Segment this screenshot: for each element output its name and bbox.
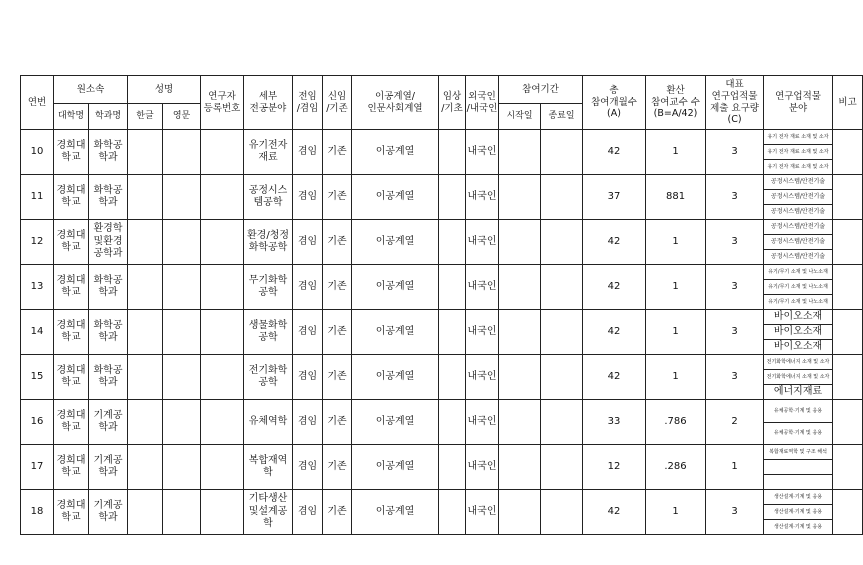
row-major: 생물화학 공학 xyxy=(244,310,293,355)
row-researcher-id xyxy=(201,490,244,535)
row-field: 이공계열 xyxy=(352,490,439,535)
row-fulltime: 겸임 xyxy=(293,130,323,175)
row-korean-name xyxy=(128,175,163,220)
row-end-date xyxy=(541,265,583,310)
col-clinical: 임상 /기초 xyxy=(439,76,466,130)
table-row xyxy=(21,490,863,535)
row-english-name xyxy=(163,220,201,265)
row-total-months: 42 xyxy=(583,130,646,175)
row-no: 13 xyxy=(21,265,54,310)
row-field: 이공계열 xyxy=(352,265,439,310)
row-achievement-field xyxy=(764,355,833,400)
row-clinical xyxy=(439,220,466,265)
col-researcher-id: 연구자 등록번호 xyxy=(201,76,244,130)
table-row xyxy=(21,445,863,490)
row-note xyxy=(833,130,863,175)
col-university: 대학명 xyxy=(54,104,89,130)
table-row xyxy=(21,400,863,445)
col-name: 성명 xyxy=(128,76,201,104)
col-end-date: 종료일 xyxy=(541,104,583,130)
achievement-field-item: 생산설계·기계 및 응용 xyxy=(764,490,832,505)
row-start-date xyxy=(499,400,541,445)
achievement-field-item xyxy=(764,475,832,489)
row-no: 18 xyxy=(21,490,54,535)
row-field: 이공계열 xyxy=(352,175,439,220)
col-major: 세부 전공분야 xyxy=(244,76,293,130)
row-converted: 1 xyxy=(646,355,706,400)
row-university: 경희대 학교 xyxy=(54,400,89,445)
achievement-field-item: 공정시스템/안전기술 xyxy=(770,253,826,261)
achievement-field-item: 생산설계·기계 및 응용 xyxy=(764,505,832,520)
row-newold: 기존 xyxy=(323,355,352,400)
row-university: 경희대 학교 xyxy=(54,265,89,310)
row-english-name xyxy=(163,490,201,535)
row-end-date xyxy=(541,490,583,535)
achievement-field-item: 에너지재료 xyxy=(773,385,823,397)
achievement-field-item: 공정시스템/안전기술 xyxy=(764,220,832,235)
achievement-field-item: 복합재료역학 및 구조 해석 xyxy=(764,445,832,460)
row-start-date xyxy=(499,490,541,535)
row-field: 이공계열 xyxy=(352,445,439,490)
row-note xyxy=(833,400,863,445)
row-achievement-field xyxy=(764,130,833,175)
row-korean-name xyxy=(128,265,163,310)
row-university: 경희대 학교 xyxy=(54,445,89,490)
col-english-name: 영문 xyxy=(163,104,201,130)
achievement-field-item: 유체공학·기계 및 응용 xyxy=(773,430,823,437)
row-fulltime: 겸임 xyxy=(293,490,323,535)
row-converted: 1 xyxy=(646,490,706,535)
achievement-field-item: 바이오소재 xyxy=(773,340,823,352)
row-researcher-id xyxy=(201,400,244,445)
row-note xyxy=(833,310,863,355)
row-newold: 기존 xyxy=(323,220,352,265)
row-researcher-id xyxy=(201,355,244,400)
row-english-name xyxy=(163,355,201,400)
row-end-date xyxy=(541,175,583,220)
row-achievement-field xyxy=(764,175,833,220)
row-major: 복합재역 학 xyxy=(244,445,293,490)
row-total-months: 12 xyxy=(583,445,646,490)
table-row xyxy=(21,130,863,175)
achievement-field-item: 전기화학에너지 소재 및 소자 xyxy=(764,355,832,370)
row-korean-name xyxy=(128,490,163,535)
row-foreign: 내국인 xyxy=(466,490,499,535)
row-korean-name xyxy=(128,445,163,490)
row-end-date xyxy=(541,130,583,175)
row-english-name xyxy=(163,130,201,175)
row-fulltime: 겸임 xyxy=(293,220,323,265)
table-row xyxy=(21,355,863,400)
row-newold: 기존 xyxy=(323,400,352,445)
achievement-field-item: 유기 전자 재료 소재 및 소자 xyxy=(764,145,832,160)
row-clinical xyxy=(439,355,466,400)
col-korean-name: 한글 xyxy=(128,104,163,130)
row-department: 기계공 학과 xyxy=(89,400,128,445)
row-note xyxy=(833,445,863,490)
row-major: 무기화학 공학 xyxy=(244,265,293,310)
row-newold: 기존 xyxy=(323,265,352,310)
row-start-date xyxy=(499,355,541,400)
row-start-date xyxy=(499,445,541,490)
row-converted: .286 xyxy=(646,445,706,490)
row-english-name xyxy=(163,400,201,445)
row-foreign: 내국인 xyxy=(466,355,499,400)
row-end-date xyxy=(541,220,583,265)
row-start-date xyxy=(499,175,541,220)
achievement-field-item: 바이오소재 xyxy=(764,325,832,340)
row-major: 전기화학 공학 xyxy=(244,355,293,400)
row-english-name xyxy=(163,265,201,310)
table-row xyxy=(21,220,863,265)
row-english-name xyxy=(163,175,201,220)
row-field: 이공계열 xyxy=(352,355,439,400)
row-clinical xyxy=(439,400,466,445)
row-department: 화학공 학과 xyxy=(89,175,128,220)
row-rep-required: 3 xyxy=(706,220,764,265)
row-fulltime: 겸임 xyxy=(293,445,323,490)
row-korean-name xyxy=(128,355,163,400)
row-start-date xyxy=(499,220,541,265)
row-major: 공정시스 템공학 xyxy=(244,175,293,220)
row-start-date xyxy=(499,265,541,310)
row-start-date xyxy=(499,130,541,175)
achievement-field-item: 유기/무기 소재 및 나노소재 xyxy=(768,298,828,305)
row-korean-name xyxy=(128,400,163,445)
row-korean-name xyxy=(128,220,163,265)
col-converted: 환산 참여교수 수 (B=A/42) xyxy=(646,76,706,130)
row-university: 경희대 학교 xyxy=(54,130,89,175)
row-end-date xyxy=(541,355,583,400)
row-researcher-id xyxy=(201,220,244,265)
achievement-field-item: 유기 전자 재료 소재 및 소자 xyxy=(764,130,832,145)
row-major: 환경/청정 화학공학 xyxy=(244,220,293,265)
row-fulltime: 겸임 xyxy=(293,310,323,355)
col-affiliation: 원소속 xyxy=(54,76,128,104)
row-total-months: 37 xyxy=(583,175,646,220)
achievement-field-item: 공정시스템/안전기술 xyxy=(764,235,832,250)
row-no: 16 xyxy=(21,400,54,445)
row-note xyxy=(833,490,863,535)
row-field: 이공계열 xyxy=(352,310,439,355)
row-researcher-id xyxy=(201,310,244,355)
row-no: 12 xyxy=(21,220,54,265)
row-clinical xyxy=(439,310,466,355)
row-note xyxy=(833,220,863,265)
row-rep-required: 2 xyxy=(706,400,764,445)
row-total-months: 42 xyxy=(583,310,646,355)
row-newold: 기존 xyxy=(323,175,352,220)
row-department: 화학공 학과 xyxy=(89,130,128,175)
row-researcher-id xyxy=(201,445,244,490)
row-achievement-field xyxy=(764,490,833,535)
row-total-months: 33 xyxy=(583,400,646,445)
row-field: 이공계열 xyxy=(352,130,439,175)
row-rep-required: 3 xyxy=(706,265,764,310)
achievement-field-item: 생산설계·기계 및 응용 xyxy=(773,523,823,530)
row-achievement-field xyxy=(764,310,833,355)
col-field: 이공계열/ 인문사회계열 xyxy=(352,76,439,130)
achievement-field-item: 공정시스템/안전기술 xyxy=(764,190,832,205)
achievement-field-item: 바이오소재 xyxy=(764,310,832,325)
row-no: 11 xyxy=(21,175,54,220)
row-foreign: 내국인 xyxy=(466,175,499,220)
row-newold: 기존 xyxy=(323,490,352,535)
row-fulltime: 겸임 xyxy=(293,265,323,310)
col-note: 비고 xyxy=(833,76,863,130)
row-department: 화학공 학과 xyxy=(89,265,128,310)
col-foreign: 외국인 /내국인 xyxy=(466,76,499,130)
row-start-date xyxy=(499,310,541,355)
row-rep-required: 3 xyxy=(706,310,764,355)
row-converted: 1 xyxy=(646,220,706,265)
achievement-field-item: 전기화학에너지 소재 및 소자 xyxy=(764,370,832,385)
row-department: 화학공 학과 xyxy=(89,355,128,400)
row-note xyxy=(833,175,863,220)
row-department: 화학공 학과 xyxy=(89,310,128,355)
col-department: 학과명 xyxy=(89,104,128,130)
col-total-months: 총 참여개월수 (A) xyxy=(583,76,646,130)
col-no: 연번 xyxy=(21,76,54,130)
row-achievement-field xyxy=(764,220,833,265)
row-field: 이공계열 xyxy=(352,400,439,445)
row-newold: 기존 xyxy=(323,445,352,490)
row-university: 경희대 학교 xyxy=(54,490,89,535)
row-foreign: 내국인 xyxy=(466,220,499,265)
row-university: 경희대 학교 xyxy=(54,355,89,400)
participant-table xyxy=(20,75,863,535)
achievement-field-item: 유기/무기 소재 및 나노소재 xyxy=(764,265,832,280)
row-clinical xyxy=(439,445,466,490)
row-major: 유체역학 xyxy=(244,400,293,445)
row-clinical xyxy=(439,490,466,535)
row-end-date xyxy=(541,400,583,445)
row-researcher-id xyxy=(201,265,244,310)
row-end-date xyxy=(541,445,583,490)
row-korean-name xyxy=(128,310,163,355)
row-korean-name xyxy=(128,130,163,175)
row-clinical xyxy=(439,130,466,175)
row-converted: 881 xyxy=(646,175,706,220)
col-start-date: 시작일 xyxy=(499,104,541,130)
col-newold: 신임 /기존 xyxy=(323,76,352,130)
row-clinical xyxy=(439,265,466,310)
row-total-months: 42 xyxy=(583,220,646,265)
row-end-date xyxy=(541,310,583,355)
row-university: 경희대 학교 xyxy=(54,220,89,265)
col-fulltime: 전임 /겸임 xyxy=(293,76,323,130)
achievement-field-item: 유기/무기 소재 및 나노소재 xyxy=(764,280,832,295)
row-major: 기타생산 및설계공 학 xyxy=(244,490,293,535)
row-converted: .786 xyxy=(646,400,706,445)
row-converted: 1 xyxy=(646,265,706,310)
row-total-months: 42 xyxy=(583,355,646,400)
row-rep-required: 3 xyxy=(706,175,764,220)
achievement-field-item: 유체공학·기계 및 응용 xyxy=(764,400,832,423)
row-no: 14 xyxy=(21,310,54,355)
row-no: 15 xyxy=(21,355,54,400)
row-clinical xyxy=(439,175,466,220)
row-foreign: 내국인 xyxy=(466,310,499,355)
row-department: 기계공 학과 xyxy=(89,445,128,490)
table-row xyxy=(21,175,863,220)
row-department: 환경학 및환경 공학과 xyxy=(89,220,128,265)
row-english-name xyxy=(163,310,201,355)
row-converted: 1 xyxy=(646,130,706,175)
row-english-name xyxy=(163,445,201,490)
achievement-field-item xyxy=(764,460,832,475)
row-no: 17 xyxy=(21,445,54,490)
row-rep-required: 3 xyxy=(706,490,764,535)
row-newold: 기존 xyxy=(323,130,352,175)
row-rep-required: 1 xyxy=(706,445,764,490)
row-department: 기계공 학과 xyxy=(89,490,128,535)
row-achievement-field xyxy=(764,265,833,310)
col-period: 참여기간 xyxy=(499,76,583,104)
row-total-months: 42 xyxy=(583,265,646,310)
row-researcher-id xyxy=(201,130,244,175)
row-foreign: 내국인 xyxy=(466,400,499,445)
achievement-field-item: 공정시스템/안전기술 xyxy=(764,175,832,190)
col-achievement-field: 연구업적물 분야 xyxy=(764,76,833,130)
row-researcher-id xyxy=(201,175,244,220)
row-achievement-field xyxy=(764,400,833,445)
row-achievement-field xyxy=(764,445,833,490)
row-field: 이공계열 xyxy=(352,220,439,265)
row-total-months: 42 xyxy=(583,490,646,535)
row-rep-required: 3 xyxy=(706,130,764,175)
row-foreign: 내국인 xyxy=(466,130,499,175)
row-foreign: 내국인 xyxy=(466,265,499,310)
row-foreign: 내국인 xyxy=(466,445,499,490)
row-converted: 1 xyxy=(646,310,706,355)
row-fulltime: 겸임 xyxy=(293,355,323,400)
row-rep-required: 3 xyxy=(706,355,764,400)
row-university: 경희대 학교 xyxy=(54,310,89,355)
row-university: 경희대 학교 xyxy=(54,175,89,220)
table-row xyxy=(21,265,863,310)
col-rep-required: 대표 연구업적물 제출 요구량(C) xyxy=(706,76,764,130)
row-fulltime: 겸임 xyxy=(293,400,323,445)
achievement-field-item: 공정시스템/안전기술 xyxy=(770,208,826,216)
achievement-field-item: 유기 전자 재료 소재 및 소자 xyxy=(767,163,829,170)
row-major: 유기전자 재료 xyxy=(244,130,293,175)
row-fulltime: 겸임 xyxy=(293,175,323,220)
header-row-1 xyxy=(21,76,863,104)
row-no: 10 xyxy=(21,130,54,175)
row-newold: 기존 xyxy=(323,310,352,355)
row-note xyxy=(833,355,863,400)
row-note xyxy=(833,265,863,310)
table-row xyxy=(21,310,863,355)
